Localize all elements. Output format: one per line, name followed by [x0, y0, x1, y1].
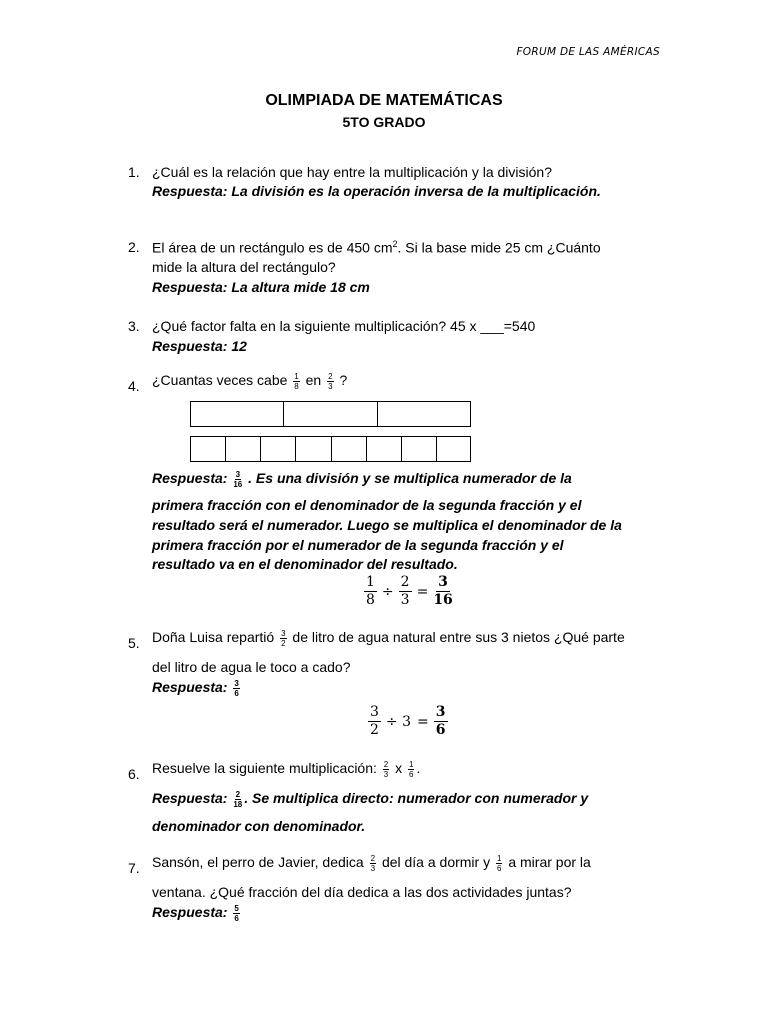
page-subtitle: 5TO GRADO: [342, 114, 426, 130]
bar-segment: [284, 402, 377, 426]
fraction: $\frac{1}{6}$: [497, 854, 502, 873]
q1-answer: Respuesta: La división es la operación inversa de la multiplicación.: [152, 183, 601, 199]
q5-equation: $\frac{3}{2}$ ÷ 3 = $\frac{3}{6}$: [370, 704, 446, 738]
fraction: $\frac{2}{18}$: [233, 790, 243, 809]
eighths-bar-diagram: [190, 436, 471, 462]
q4-equation: $\frac{1}{8}$ ÷ $\frac{2}{3}$ = $\frac{3}{16}$: [366, 574, 453, 608]
q3-answer: Respuesta: 12: [152, 338, 247, 354]
fraction: $\frac{3}{2}$: [281, 629, 286, 648]
fraction: $\frac{3}{16}$: [433, 574, 453, 608]
fraction: $\frac{1}{8}$: [294, 372, 299, 391]
bar-segment: [261, 437, 296, 461]
q2-answer: Respuesta: La altura mide 18 cm: [152, 279, 370, 295]
q4-answer-line2: primera fracción con el denominador de la segunda fracción y el: [152, 497, 582, 513]
q4-text: ¿Cuantas veces cabe $\frac{1}{8}$ en $\frac{2}{3}$ ?: [152, 372, 348, 391]
bar-segment: [191, 437, 226, 461]
q6-answer-line2: denominador con denominador.: [152, 818, 366, 834]
q7-text: Sansón, el perro de Javier, dedica $\frac{2}{3}$ del día a dormir y $\frac{1}{6}$ a mirar por la: [152, 854, 591, 873]
q5-text: Doña Luisa repartió $\frac{3}{2}$ de litro de agua natural entre sus 3 nietos ¿Qué parte: [152, 629, 625, 648]
fraction: $\frac{3}{6}$: [435, 704, 446, 738]
q4-answer-line3: resultado será el numerador. Luego se multiplica el denominador de la: [152, 517, 622, 533]
q5-answer: Respuesta: $\frac{3}{6}$: [152, 679, 239, 698]
q1-text: ¿Cuál es la relación que hay entre la multiplicación y la división?: [152, 164, 552, 180]
bar-segment: [402, 437, 437, 461]
q7-text-line2: ventana. ¿Qué fracción del día dedica a las dos actividades juntas?: [152, 884, 572, 900]
bar-segment: [296, 437, 331, 461]
fraction: $\frac{1}{8}$: [366, 574, 375, 608]
q6-text: Resuelve la siguiente multiplicación: $\frac{2}{3}$ x $\frac{1}{6}$ .: [152, 760, 421, 779]
fraction: $\frac{2}{3}$: [328, 372, 333, 391]
bar-segment: [226, 437, 261, 461]
bar-segment: [332, 437, 367, 461]
q2-number: 2.: [128, 239, 140, 255]
fraction: $\frac{1}{6}$: [409, 760, 414, 779]
q5-text-line2: del litro de agua le toco a cado?: [152, 659, 351, 675]
fraction: $\frac{3}{2}$: [370, 704, 379, 738]
q7-answer: Respuesta: $\frac{5}{6}$: [152, 904, 239, 923]
page-title: OLIMPIADA DE MATEMÁTICAS: [265, 92, 503, 109]
fraction: $\frac{2}{3}$: [383, 760, 389, 779]
q5-number: 5.: [128, 635, 140, 651]
q2-text-line2: mide la altura del rectángulo?: [152, 259, 336, 275]
fraction: $\frac{5}{6}$: [234, 904, 239, 923]
q4-answer-line5: resultado va en el denominador del resultado.: [152, 556, 458, 572]
fraction: $\frac{2}{3}$: [400, 574, 410, 608]
q4-answer-line4: primera fracción por el numerador de la segunda fracción y el: [152, 537, 564, 553]
fraction: $\frac{2}{3}$: [370, 854, 376, 873]
bar-segment: [367, 437, 402, 461]
q4-answer-line1: Respuesta: $\frac{3}{16}$ . Es una división y se multiplica numerador de la: [152, 470, 572, 489]
bar-segment: [378, 402, 470, 426]
q3-text: ¿Qué factor falta en la siguiente multiplicación? 45 x ___=540: [152, 318, 536, 334]
q6-answer-line1: Respuesta: $\frac{2}{18}$ . Se multiplica directo: numerador con numerador y: [152, 790, 589, 809]
q4-number: 4.: [128, 378, 140, 394]
q6-number: 6.: [128, 766, 140, 782]
fraction: $\frac{3}{6}$: [234, 679, 239, 698]
bar-segment: [191, 402, 284, 426]
thirds-bar-diagram: [190, 401, 471, 427]
fraction: $\frac{3}{16}$: [233, 470, 243, 489]
q3-number: 3.: [128, 318, 140, 334]
bar-segment: [437, 437, 470, 461]
q7-number: 7.: [128, 860, 140, 876]
q1-number: 1.: [128, 164, 140, 180]
q2-text: El área de un rectángulo es de 450 $cm^2$. Si la base mide 25 cm ¿Cuánto: [152, 239, 601, 256]
page-header: FORUM DE LAS AMÉRICAS: [516, 46, 660, 58]
